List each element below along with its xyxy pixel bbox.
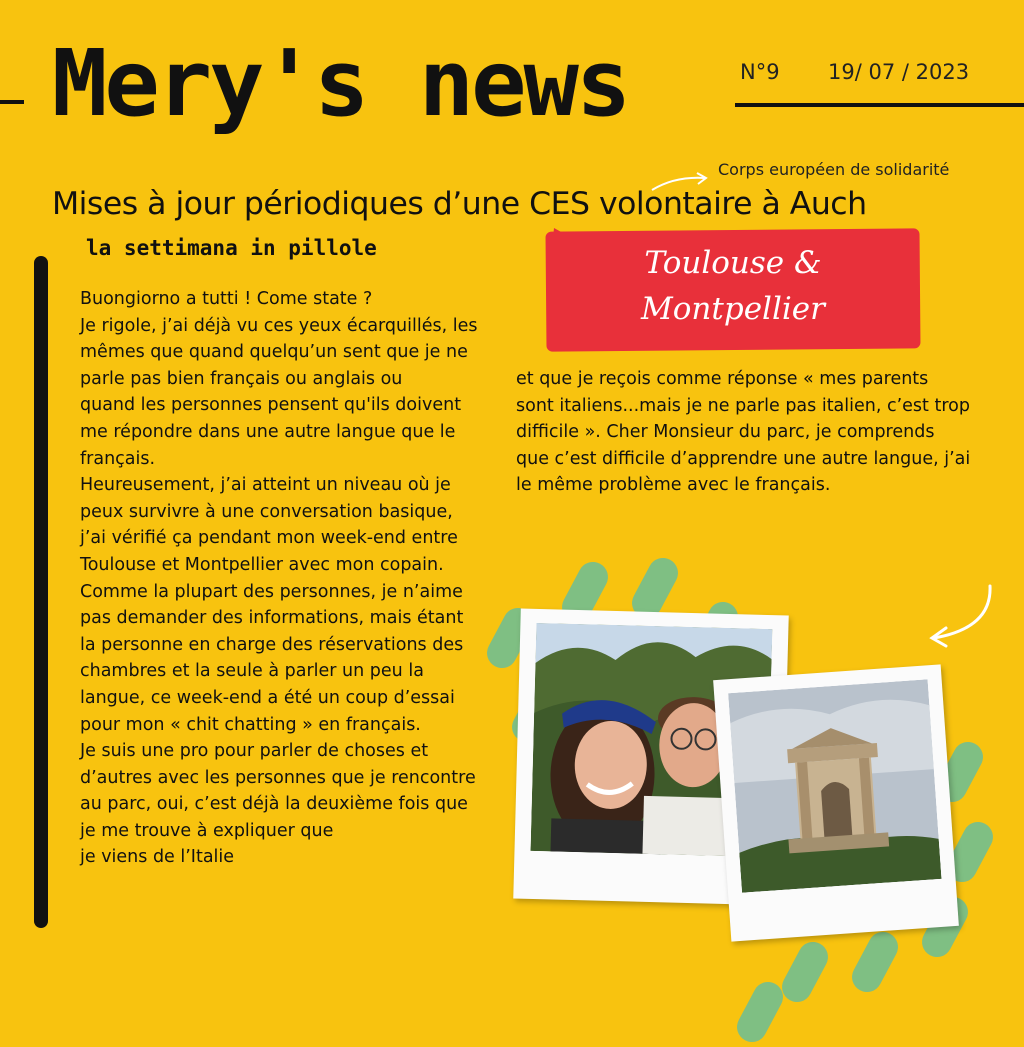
ces-annotation: Corps européen de solidarité: [718, 160, 950, 179]
article-column-2: [516, 366, 971, 499]
vertical-accent-bar: [34, 256, 48, 928]
header-rule-left: [0, 100, 24, 104]
decor-dash: [732, 977, 789, 1047]
monument-photo: [728, 679, 941, 892]
section-heading: la settimana in pillole: [86, 236, 377, 260]
polaroid-photo-2: [713, 664, 959, 941]
badge-line-2: Montpellier: [641, 291, 825, 327]
header-rule-right: [735, 103, 1024, 107]
issue-number: N°9: [740, 60, 780, 84]
curved-arrow-icon: [920, 580, 1000, 650]
monument-illustration: [728, 679, 941, 892]
location-badge-text: [546, 240, 920, 332]
subtitle: Mises à jour périodiques d’une CES volontaire à Auch: [52, 186, 867, 222]
badge-line-1: Toulouse &: [644, 245, 822, 281]
article-column-1: [80, 286, 480, 871]
decor-dash: [777, 937, 834, 1008]
article-text-column-2: et que je reçois comme réponse « mes parents sont italiens...mais je ne parle pas italien, c’est trop difficile ». Cher Monsieur du parc, je comprends que c’est difficile d’apprendre une autre langue, j’ai le même problème avec le français.: [516, 369, 971, 496]
article-text-column-1: Buongiorno a tutti ! Come state ? Je rigole, j’ai déjà vu ces yeux écarquillés, les mêmes que quand quelqu’un sent que je ne parle pas bien français ou anglais ou quand les personnes pensent qu'ils doivent me répondre dans une autre langue que le français. Heureusement, j’ai atteint un niveau où je peux survivre à une conversation basique, j’ai vérifié ça pendant mon week-end entre Toulouse et Montpellier avec mon copain. Comme la plupart des personnes, je n’aime pas demander des informations, mais étant la personne en charge des réservations des chambres et la seule à parler un peu la langue, ce week-end a été un coup d’essai pour mon « chit chatting » en français. Je suis une pro pour parler de choses et d’autres avec les personnes que je rencontre au parc, oui, c’est déjà la deuxième fois que je me trouve à expliquer que je viens de l’Italie: [80, 289, 478, 868]
decor-dash: [847, 927, 904, 998]
issue-date: 19/ 07 / 2023: [828, 60, 970, 84]
newsletter-title: Mery's news: [52, 30, 629, 137]
